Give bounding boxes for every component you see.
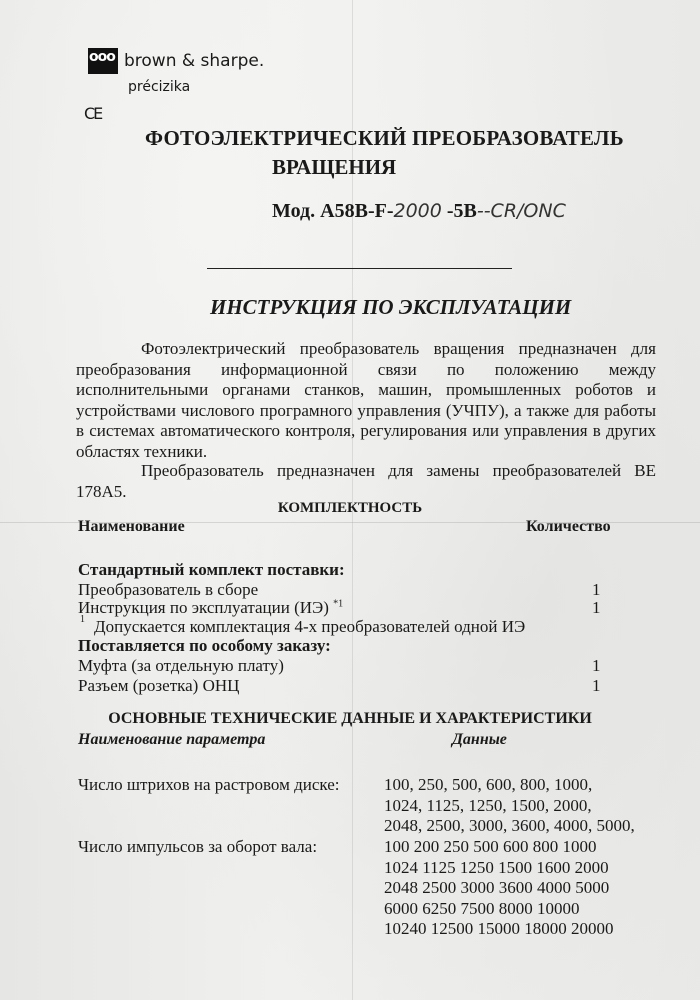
document-subtitle: ИНСТРУКЦИЯ ПО ЭКСПЛУАТАЦИИ <box>210 295 572 319</box>
special-order-heading: Поставляется по особому заказу: <box>78 636 331 655</box>
tech-specs-heading: ОСНОВНЫЕ ТЕХНИЧЕСКИЕ ДАННЫЕ И ХАРАКТЕРИСТИКИ <box>108 710 592 727</box>
spec-value-line: 10240 12500 15000 18000 20000 <box>384 919 614 938</box>
spec-values-pulse-count <box>384 837 614 940</box>
brand-subname: précizika <box>128 79 191 95</box>
completeness-heading: КОМПЛЕКТНОСТЬ <box>277 500 423 516</box>
title-divider <box>207 268 512 269</box>
spec-param-line-count: Число штрихов на растровом диске: <box>78 775 340 794</box>
ce-mark-icon: CE <box>84 104 102 123</box>
tech-col-data: Данные <box>452 731 507 748</box>
special-item-name: Муфта (за отдельную плату) <box>78 656 284 675</box>
spec-value-line: 6000 6250 7500 8000 10000 <box>384 898 580 918</box>
footnote-marker: 1 <box>80 614 85 625</box>
spec-value-line: 1024 1125 1250 1500 1600 2000 <box>384 857 609 877</box>
brand-logo-icon: ooo <box>88 48 118 74</box>
model-designation <box>272 200 566 223</box>
footnote-reference: *1 <box>333 598 344 610</box>
spec-value-line: 1024, 1125, 1250, 1500, 2000, <box>384 795 592 815</box>
completeness-col-qty: Количество <box>526 518 611 535</box>
model-handwritten-lines: 2000 <box>393 200 442 222</box>
spec-values-line-count <box>384 775 635 837</box>
spec-value-line: 100, 250, 500, 600, 800, 1000, <box>384 775 593 794</box>
brand-logo <box>88 48 264 74</box>
kit-item-name: Инструкция по эксплуатации (ИЭ) $^{*1}$ <box>78 598 344 617</box>
kit-item-qty: 1 <box>592 598 601 617</box>
kit-item-qty: 1 <box>592 580 601 599</box>
footnote-text: Допускается комплектация 4-х преобразователей одной ИЭ <box>94 617 526 636</box>
model-prefix: Мод. A58B-F- <box>272 200 394 222</box>
document-title-line1: ФОТОЭЛЕКТРИЧЕСКИЙ ПРЕОБРАЗОВАТЕЛЬ <box>145 126 624 150</box>
spec-value-line: 2048, 2500, 3000, 3600, 4000, 5000, <box>384 816 635 835</box>
intro-paragraph: Фотоэлектрический преобразователь вращения предназначен для преобразования информационной связи по положению между исполнительными органами станков, машин, промышленных роботов и устройствами числового програмного управления (УЧПУ), а также для работы в системах автоматического контроля, регулирования или управления в других областях техники. <box>76 339 656 461</box>
model-handwritten-suffix: --CR/ONC <box>476 200 566 222</box>
special-item-qty: 1 <box>592 676 601 695</box>
tech-col-param: Наименование параметра <box>78 731 266 748</box>
completeness-col-name: Наименование <box>78 518 185 535</box>
standard-kit-heading: Стандартный комплект поставки: <box>78 560 345 579</box>
model-middle: -5B <box>441 200 477 222</box>
spec-value-line: 2048 2500 3000 3600 4000 5000 <box>384 878 610 897</box>
kit-item-name: Преобразователь в сборе <box>78 580 259 599</box>
spec-param-pulse-count: Число импульсов за оборот вала: <box>78 837 318 856</box>
special-item-name: Разъем (розетка) ОНЦ <box>78 676 240 695</box>
spec-value-line: 100 200 250 500 600 800 1000 <box>384 837 597 856</box>
special-item-qty: 1 <box>592 656 601 675</box>
replacement-paragraph: Преобразователь предназначен для замены преобразователей BE 178A5. <box>76 461 656 501</box>
document-title-line2: ВРАЩЕНИЯ <box>272 155 397 179</box>
brand-name: brown & sharpe. <box>124 51 265 71</box>
